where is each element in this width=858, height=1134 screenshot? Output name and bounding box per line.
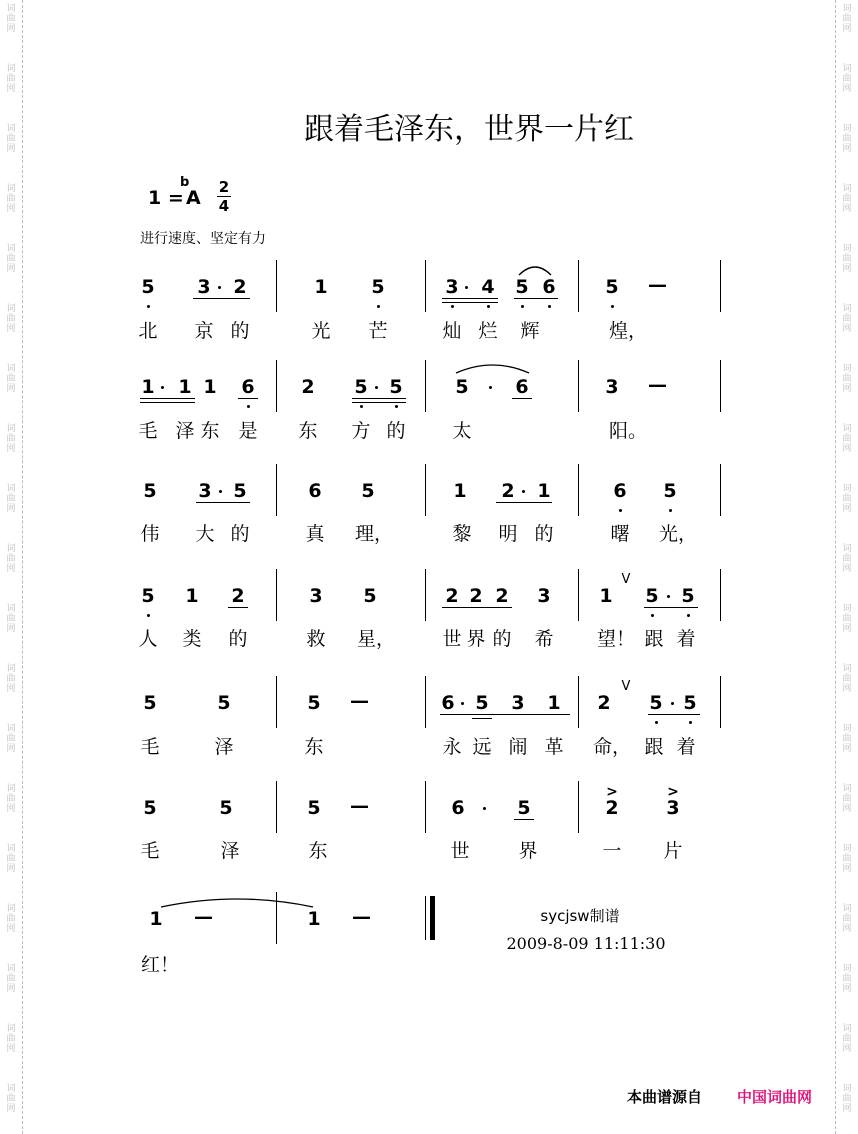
lyric: 芒 [368, 320, 388, 342]
accent-mark: > [667, 784, 679, 800]
underline-beam [496, 502, 552, 503]
lyric: 永 [442, 736, 462, 758]
slur-tie [518, 262, 552, 276]
underline-beam [514, 819, 534, 820]
lyric: 跟 [644, 736, 664, 758]
lyric: 的 [228, 628, 248, 650]
watermark-text: 词 曲 网 [842, 664, 852, 694]
watermark-text: 词 曲 网 [842, 1024, 852, 1054]
bar-line [578, 260, 579, 312]
lyric: 东 [308, 840, 328, 862]
bar-line [425, 781, 426, 833]
note: 2 [469, 585, 483, 607]
octave-dot-lower [655, 721, 658, 724]
key-note: A [186, 187, 201, 209]
song-title: 跟着毛泽东，世界一片红 [304, 112, 634, 147]
watermark-text: 词 曲 网 [842, 784, 852, 814]
lyric: 东 [200, 420, 220, 442]
note: 3 [197, 276, 211, 298]
underline-beam [644, 607, 698, 608]
octave-dot-lower [451, 305, 454, 308]
augmentation-dot [375, 386, 378, 389]
octave-dot-lower [247, 405, 250, 408]
note: 2 [301, 376, 315, 398]
octave-dot-lower [395, 405, 398, 408]
note: 5 [363, 585, 377, 607]
note: 2 [233, 276, 247, 298]
note: 6 [241, 376, 255, 398]
lyric: 跟 [644, 628, 664, 650]
octave-dot-lower [651, 614, 654, 617]
left-border [22, 0, 23, 1134]
bar-line [578, 676, 579, 728]
note: 3 [605, 376, 619, 398]
lyric: 大 [195, 523, 215, 545]
time-top: 2 [218, 178, 230, 196]
lyric: 东 [304, 736, 324, 758]
note: 2 [231, 585, 245, 607]
underline-beam [512, 398, 532, 399]
note: 5 [681, 585, 695, 607]
source-label: 本曲谱源自 [627, 1088, 703, 1106]
lyric: 救 [306, 628, 326, 650]
lyric: 的 [230, 320, 250, 342]
lyric: 灿 [442, 320, 462, 342]
lyric: 泽 [220, 840, 240, 862]
dash-sustain: — [350, 795, 369, 817]
augmentation-dot [671, 702, 674, 705]
lyric: 光， [659, 523, 698, 545]
lyric: 辉 [520, 320, 540, 342]
bar-line [425, 360, 426, 412]
lyric: 泽 [175, 420, 195, 442]
watermark-text: 词 曲 网 [842, 64, 852, 94]
bar-line [276, 464, 277, 516]
underline-beam [140, 402, 195, 403]
time-signature [217, 179, 231, 214]
note: 6 [308, 480, 322, 502]
lyric: 世 [450, 840, 470, 862]
watermark-text: 词 曲 网 [6, 904, 16, 934]
lyric: 毛 [140, 840, 160, 862]
watermark-text: 词 曲 网 [6, 844, 16, 874]
watermark-text: 词 曲 网 [6, 964, 16, 994]
lyric: 望！ [597, 628, 636, 650]
key-prefix: 1 = [148, 187, 184, 209]
lyric: 黎 [452, 523, 472, 545]
lyric: 明 [498, 523, 518, 545]
note: 3 [537, 585, 551, 607]
key-flat: b [180, 175, 190, 190]
bar-line [720, 464, 721, 516]
note: 6 [542, 276, 556, 298]
bar-line [578, 464, 579, 516]
note: 5 [307, 797, 321, 819]
underline-beam [193, 298, 250, 299]
watermark-text: 词 曲 网 [6, 424, 16, 454]
lyric: 希 [534, 628, 554, 650]
lyric: 红！ [141, 954, 180, 976]
note: 1 [453, 480, 467, 502]
note: 5 [141, 585, 155, 607]
watermark-text: 词 曲 网 [842, 124, 852, 154]
octave-dot-lower [619, 509, 622, 512]
watermark-text: 词 曲 网 [842, 304, 852, 334]
lyric: 界 [518, 840, 538, 862]
bar-line [276, 781, 277, 833]
watermark-text: 词 曲 网 [6, 1084, 16, 1114]
dash-sustain: — [648, 374, 667, 396]
bar-line [720, 360, 721, 412]
lyric: 革 [544, 736, 564, 758]
lyric: 命， [593, 736, 632, 758]
note: 1 [599, 585, 613, 607]
lyric: 方 [351, 420, 371, 442]
underline-beam [514, 298, 558, 299]
watermark-text: 词 曲 网 [842, 904, 852, 934]
watermark-text: 词 曲 网 [6, 304, 16, 334]
lyric: 伟 [140, 523, 160, 545]
lyric: 的 [230, 523, 250, 545]
octave-dot-lower [689, 721, 692, 724]
lyric: 闹 [508, 736, 528, 758]
bar-line [425, 260, 426, 312]
slur-tie [160, 894, 314, 908]
watermark-text: 词 曲 网 [842, 844, 852, 874]
note: 1 [203, 376, 217, 398]
note: 5 [143, 797, 157, 819]
credit-maker: sycjsw制谱 [540, 907, 620, 925]
note: 5 [683, 692, 697, 714]
note: 5 [143, 692, 157, 714]
lyric: 界 [466, 628, 486, 650]
note: 2 [605, 797, 619, 819]
underline-beam [140, 398, 195, 399]
lyric: 片 [663, 840, 683, 862]
lyric: 京 [194, 320, 214, 342]
watermark-text: 词 曲 网 [6, 364, 16, 394]
note: 5 [361, 480, 375, 502]
lyric: 人 [138, 628, 158, 650]
watermark-text: 词 曲 网 [842, 484, 852, 514]
watermark-text: 词 曲 网 [842, 184, 852, 214]
dash-sustain: — [648, 274, 667, 296]
watermark-text: 词 曲 网 [842, 964, 852, 994]
underline-beam [352, 402, 406, 403]
watermark-text: 词 曲 网 [842, 424, 852, 454]
note: 3 [309, 585, 323, 607]
watermark-text: 词 曲 网 [842, 604, 852, 634]
watermark-text: 词 曲 网 [6, 544, 16, 574]
bar-line [720, 569, 721, 621]
watermark-text: 词 曲 网 [842, 364, 852, 394]
note: 3 [445, 276, 459, 298]
note: 5 [354, 376, 368, 398]
bar-line [720, 260, 721, 312]
watermark-text: 词 曲 网 [842, 1084, 852, 1114]
source-site-link[interactable]: 中国词曲网 [737, 1088, 813, 1106]
note: 2 [445, 585, 459, 607]
note: 6 [451, 797, 465, 819]
note: 2 [501, 480, 515, 502]
lyric: 星， [357, 628, 396, 650]
note: 3 [198, 480, 212, 502]
octave-dot-lower [147, 305, 150, 308]
watermark-text: 词 曲 网 [6, 664, 16, 694]
watermark-text: 词 曲 网 [6, 124, 16, 154]
lyric: 太 [452, 420, 472, 442]
augmentation-dot [218, 286, 221, 289]
octave-dot-lower [360, 405, 363, 408]
watermark-text: 词 曲 网 [6, 244, 16, 274]
note: 1 [314, 276, 328, 298]
lyric: 类 [182, 628, 202, 650]
augmentation-dot [522, 490, 525, 493]
breath-mark: V [621, 679, 631, 694]
octave-dot-lower [548, 305, 551, 308]
lyric: 北 [138, 320, 158, 342]
note: 1 [178, 376, 192, 398]
credit-datetime: 2009-8-09 11:11:30 [506, 934, 666, 953]
note: 1 [149, 908, 163, 930]
bar-line [276, 260, 277, 312]
note: 5 [141, 276, 155, 298]
lyric: 泽 [214, 736, 234, 758]
note: 1 [547, 692, 561, 714]
watermark-text: 词 曲 网 [842, 4, 852, 34]
watermark-text: 词 曲 网 [6, 784, 16, 814]
note: 6 [441, 692, 455, 714]
bar-line [276, 360, 277, 412]
augmentation-dot [483, 807, 486, 810]
bar-line [425, 464, 426, 516]
note: 1 [537, 480, 551, 502]
underline-beam [442, 607, 512, 608]
lyric: 阳。 [609, 420, 648, 442]
bar-line [425, 569, 426, 621]
dash-sustain: — [352, 906, 371, 928]
tempo-marking: 进行速度、坚定有力 [140, 231, 266, 247]
note: 5 [475, 692, 489, 714]
note: 5 [645, 585, 659, 607]
note: 5 [307, 692, 321, 714]
note: 5 [455, 376, 469, 398]
octave-dot-lower [669, 509, 672, 512]
lyric: 毛 [140, 736, 160, 758]
right-border [835, 0, 836, 1134]
watermark-text: 词 曲 网 [6, 604, 16, 634]
underline-beam [440, 714, 570, 715]
underline-beam [238, 398, 258, 399]
lyric: 的 [534, 523, 554, 545]
note: 4 [481, 276, 495, 298]
note: 1 [307, 908, 321, 930]
lyric: 着 [676, 736, 696, 758]
octave-dot-lower [377, 305, 380, 308]
lyric: 烂 [478, 320, 498, 342]
watermark-text: 词 曲 网 [842, 244, 852, 274]
augmentation-dot [461, 702, 464, 705]
bar-line [578, 360, 579, 412]
note: 5 [649, 692, 663, 714]
lyric: 真 [305, 523, 325, 545]
bar-line [276, 569, 277, 621]
watermark-text: 词 曲 网 [6, 724, 16, 754]
note: 1 [141, 376, 155, 398]
note: 5 [219, 797, 233, 819]
watermark-text: 词 曲 网 [6, 64, 16, 94]
note: 5 [371, 276, 385, 298]
note: 5 [517, 797, 531, 819]
underline-beam [352, 398, 406, 399]
augmentation-dot [667, 595, 670, 598]
underline-beam [196, 502, 250, 503]
lyric: 远 [472, 736, 492, 758]
watermark-text: 词 曲 网 [6, 4, 16, 34]
octave-dot-lower [521, 305, 524, 308]
lyric: 毛 [138, 420, 158, 442]
final-bar [430, 896, 435, 940]
bar-line [276, 676, 277, 728]
octave-dot-lower [687, 614, 690, 617]
watermark-text: 词 曲 网 [842, 724, 852, 754]
bar-line-thin [425, 896, 426, 940]
lyric: 世 [442, 628, 462, 650]
watermark-text: 词 曲 网 [6, 1024, 16, 1054]
note: 5 [233, 480, 247, 502]
note: 5 [605, 276, 619, 298]
bar-line [425, 676, 426, 728]
lyric: 东 [298, 420, 318, 442]
octave-dot-lower [147, 614, 150, 617]
bar-line [578, 569, 579, 621]
note: 6 [613, 480, 627, 502]
note: 5 [217, 692, 231, 714]
accent-mark: > [606, 784, 618, 800]
lyric: 理， [355, 523, 394, 545]
augmentation-dot [161, 386, 164, 389]
note: 5 [515, 276, 529, 298]
lyric: 煌， [609, 320, 648, 342]
time-bottom: 4 [218, 197, 230, 215]
lyric: 一 [602, 840, 622, 862]
note: 3 [511, 692, 525, 714]
lyric: 的 [386, 420, 406, 442]
octave-dot-lower [487, 305, 490, 308]
bar-line [578, 781, 579, 833]
note: 2 [597, 692, 611, 714]
lyric: 光 [311, 320, 331, 342]
note: 5 [143, 480, 157, 502]
lyric: 着 [676, 628, 696, 650]
note: 5 [663, 480, 677, 502]
lyric: 的 [492, 628, 512, 650]
augmentation-dot [465, 286, 468, 289]
dash-sustain: — [194, 906, 213, 928]
note: 2 [495, 585, 509, 607]
bar-line [720, 676, 721, 728]
note: 1 [185, 585, 199, 607]
slur-tie [455, 360, 530, 374]
note: 5 [389, 376, 403, 398]
watermark-text: 词 曲 网 [6, 184, 16, 214]
underline-beam [228, 607, 248, 608]
watermark-text: 词 曲 网 [842, 544, 852, 574]
underline-beam [442, 298, 498, 299]
lyric: 是 [238, 420, 258, 442]
underline-beam [442, 302, 498, 303]
underline-beam [472, 718, 492, 719]
augmentation-dot [489, 386, 492, 389]
note: 3 [666, 797, 680, 819]
watermark-text: 词 曲 网 [6, 484, 16, 514]
lyric: 曙 [610, 523, 630, 545]
augmentation-dot [219, 490, 222, 493]
octave-dot-lower [611, 305, 614, 308]
breath-mark: V [621, 572, 631, 587]
underline-beam [648, 714, 700, 715]
dash-sustain: — [350, 690, 369, 712]
note: 6 [515, 376, 529, 398]
